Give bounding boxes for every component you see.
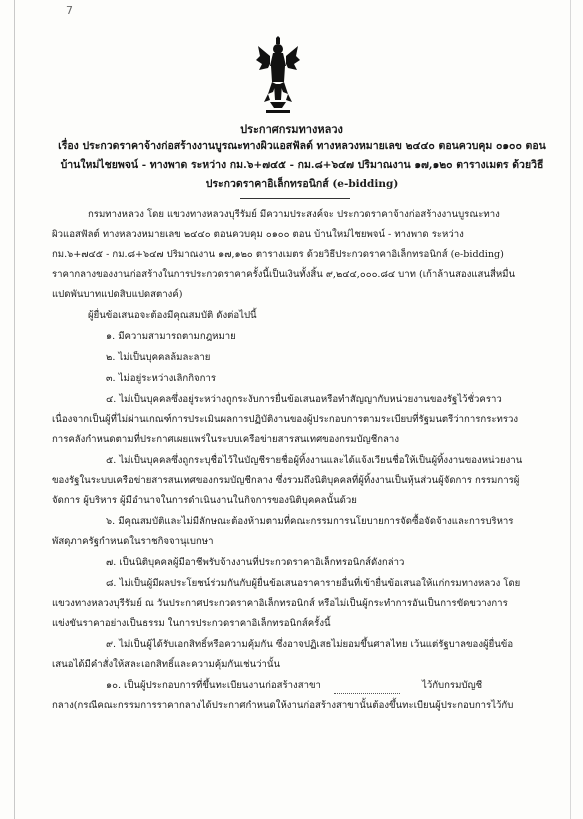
- body-line: กม.๖+๗๔๕ - กม.๘+๖๔๗ ปริมาณงาน ๑๗,๑๒๐ ตารางเมตร ด้วยวิธีประกวดราคาอิเล็กทรอนิกส์ (e-bidding): [52, 249, 504, 260]
- header-divider: [240, 198, 350, 199]
- blank-fill-line: [334, 692, 400, 694]
- body-line: แปดพันบาทแปดสิบแปดสตางค์): [52, 289, 183, 300]
- qualification-item: ๓. ไม่อยู่ระหว่างเลิกกิจการ: [106, 373, 217, 384]
- body-line: การคลังกำหนดตามที่ประกาศเผยแพร่ในระบบเครือข่ายสารสนเทศของกรมบัญชีกลาง: [52, 434, 400, 445]
- qualification-item: ๖. มีคุณสมบัติและไม่มีลักษณะต้องห้ามตามที่คณะกรรมการนโยบายการจัดซื้อจัดจ้างและการบริหาร: [106, 516, 514, 527]
- subject-line-3: ประกวดราคาอิเล็กทรอนิกส์ (e-bidding): [205, 178, 399, 190]
- body-line: พัสดุภาครัฐกำหนดในราชกิจจานุเบกษา: [52, 536, 214, 547]
- corner-handwritten-mark: 7: [66, 4, 73, 17]
- body-line: เสนอได้มีคำสั่งให้สละเอกสิทธิ์และความคุ้มกันเช่นว่านั้น: [52, 659, 281, 670]
- body-line: ผู้ยื่นข้อเสนอจะต้องมีคุณสมบัติ ดังต่อไปนี้: [88, 310, 257, 321]
- body-line: ผิวแอสฟัลต์ ทางหลวงหมายเลข ๒๔๔๐ ตอนควบคุม ๐๑๐๐ ตอน บ้านใหม่ไชยพจน์ - ทางพาด ระหว่าง: [52, 229, 464, 240]
- qualification-item: ๘. ไม่เป็นผู้มีผลประโยชน์ร่วมกันกับผู้ยื่นข้อเสนอราคารายอื่นที่เข้ายื่นข้อเสนอให้แก่กรมทางหลวง โดย: [106, 578, 521, 589]
- body-line: ราคากลางของงานก่อสร้างในการประกวดราคาครั้งนี้เป็นเงินทั้งสิ้น ๙,๒๔๔,๐๐๐.๘๔ บาท (เก้าล้านสองแสนสี่หมื่น: [52, 269, 516, 280]
- body-line: เนื่องจากเป็นผู้ที่ไม่ผ่านเกณฑ์การประเมินผลการปฏิบัติงานของผู้ประกอบการตามระเบียบที่รัฐมนตรีว่าการกระทรวง: [52, 414, 519, 425]
- qualification-item: ๑. มีความสามารถตามกฎหมาย: [106, 331, 236, 342]
- document-organization-title: ประกาศกรมทางหลวง: [240, 123, 343, 136]
- qualification-item: ๙. ไม่เป็นผู้ได้รับเอกสิทธิ์หรือความคุ้มกัน ซึ่งอาจปฏิเสธไม่ยอมขึ้นศาลไทย เว้นแต่รัฐบาลของผู้ยื่นข้อ: [106, 639, 514, 650]
- body-line: ไว้กับกรมบัญชี: [422, 680, 483, 691]
- subject-line-2: บ้านใหม่ไชยพจน์ - ทางพาด ระหว่าง กม.๖+๗๔๕ - กม.๘+๖๔๗ ปริมาณงาน ๑๗,๑๒๐ ตารางเมตร ด้วยวิธี: [60, 159, 544, 171]
- qualification-item: ๗. เป็นนิติบุคคลผู้มีอาชีพรับจ้างงานที่ประกวดราคาอิเล็กทรอนิกส์ดังกล่าว: [106, 557, 405, 568]
- qualification-item: ๕. ไม่เป็นบุคคลซึ่งถูกระบุชื่อไว้ในบัญชีรายชื่อผู้ทิ้งงานและได้แจ้งเวียนชื่อให้เป็นผู้ทิ้งงานของหน่วยงาน: [106, 455, 523, 466]
- qualification-item: ๔. ไม่เป็นบุคคลซึ่งอยู่ระหว่างถูกระงับการยื่นข้อเสนอหรือทำสัญญากับหน่วยงานของรัฐไว้ชั่วคราว: [106, 394, 502, 405]
- body-line: ของรัฐในระบบเครือข่ายสารสนเทศของกรมบัญชีกลาง ซึ่งรวมถึงนิติบุคคลที่ผู้ทิ้งงานเป็นหุ้นส่วนผู้จัดการ กรรมการผู้: [52, 475, 520, 486]
- body-line: กลาง(กรณีคณะกรรมการราคากลางได้ประกาศกำหนดให้งานก่อสร้างสาขานั้นต้องขึ้นทะเบียนผู้ประกอบการไว้กับ: [52, 700, 514, 711]
- body-line: แข่งขันราคาอย่างเป็นธรรม ในการประกวดราคาอิเล็กทรอนิกส์ครั้งนี้: [52, 618, 331, 629]
- qualification-item: ๒. ไม่เป็นบุคคลล้มละลาย: [106, 352, 211, 363]
- subject-line-1: เรื่อง ประกวดราคาจ้างก่อสร้างงานบูรณะทางผิวแอสฟัลต์ ทางหลวงหมายเลข ๒๔๔๐ ตอนควบคุม ๐๑๐๐ ตอน: [58, 140, 546, 152]
- garuda-emblem-icon: [256, 36, 300, 114]
- body-line: แขวงทางหลวงบุรีรัมย์ ณ วันประกาศประกวดราคาอิเล็กทรอนิกส์ หรือไม่เป็นผู้กระทำการอันเป็นการขัดขวางการ: [52, 598, 508, 609]
- body-line: จัดการ ผู้บริหาร ผู้มีอำนาจในการดำเนินงานในกิจการของนิติบุคคลนั้นด้วย: [52, 495, 357, 506]
- qualification-item: ๑๐. เป็นผู้ประกอบการที่ขึ้นทะเบียนงานก่อสร้างสาขา: [106, 680, 321, 691]
- body-line: กรมทางหลวง โดย แขวงทางหลวงบุรีรัมย์ มีความประสงค์จะ ประกวดราคาจ้างก่อสร้างงานบูรณะทาง: [88, 209, 500, 220]
